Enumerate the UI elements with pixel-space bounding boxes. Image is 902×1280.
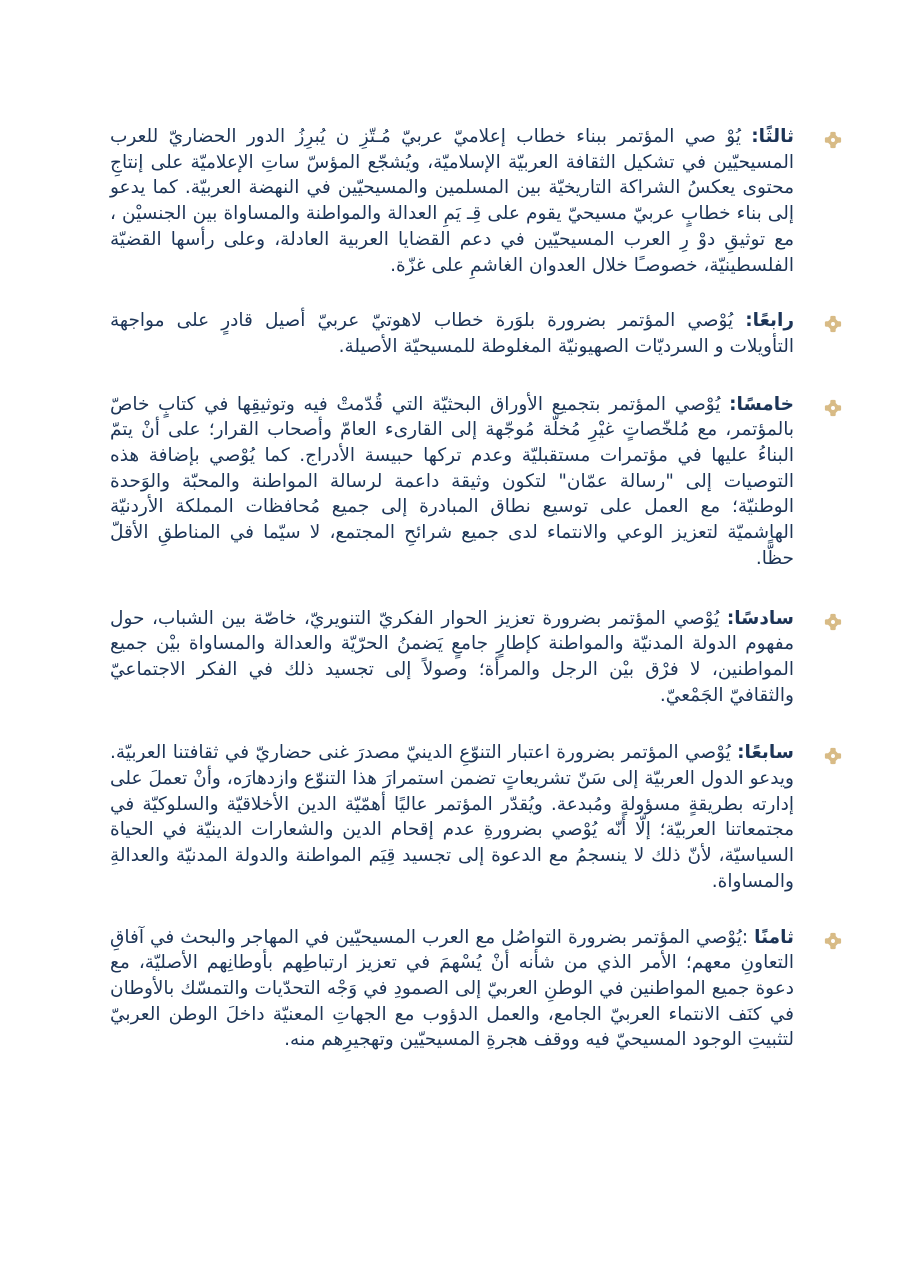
recommendation-text <box>110 606 794 709</box>
recommendation-item-4 <box>110 308 842 359</box>
recommendation-text <box>110 308 794 359</box>
recommendation-item-7 <box>110 740 842 894</box>
recommendation-item-6 <box>110 606 842 709</box>
recommendation-item-8 <box>110 925 842 1054</box>
ornament-rosette-icon <box>824 315 842 333</box>
recommendation-lead: سادسًا: <box>726 607 794 629</box>
recommendation-body: يُوْصي المؤتمر بضرورة بلوَرة خطاب لاهوتيّ عربيّ أصيل قادرٍ على مواجهة التأويلات و السرديّات الصهيونيّة المغلوطة للمسيحيّة الأصيلة. <box>110 310 794 357</box>
recommendation-text <box>110 124 794 278</box>
recommendation-body: يُوْصي المؤتمر بضرورة تعزيز الحوار الفكريّ التنويريّ، خاصّة بين الشباب، حول مفهوم الدولة المدنيّة والمواطنة كإطارٍ جامعٍ يَضمنُ الحرّيّة والعدالة والمساواة بيْن جميع المواطنين، لا فرْق بيْن الرجل والمرأة؛ وصولاً إلى تجسيد ذلك في الفكر الاجتماعيّ والثقافيّ الجَمْعيّ. <box>110 607 794 706</box>
recommendation-lead: ثامنًا <box>754 926 794 948</box>
recommendation-lead: خامسًا: <box>729 393 794 415</box>
ornament-rosette-icon <box>824 613 842 631</box>
recommendation-text <box>110 740 794 894</box>
recommendation-body: يُوْصي المؤتمر بتجميع الأوراق البحثيّة التي قُدّمتْ فيه وتوثيقِها في كتابٍ خاصّ بالمؤتمر، مع مُلخّصاتٍ غيْرِ مُخلّة مُوجّهة إلى القارىء العامّ وأصحاب القرار؛ على أنْ يتمّ البناءُ عليها في مؤتمرات مستقبليّة وعدم تركها حبيسة الأدراج. كما يُوْصي بإضافة هذه التوصيات إلى "رسالة عمّان" لتكون وثيقة داعمة لرسالة المواطنة والمحبّة والوَحدة الوطنيّة؛ مع العمل على توسيع نطاق المبادرة إلى جميع مُحافظات المملكة الأردنيّة الهاشميّة لتعزيز الوعي والانتماء لدى جميع شرائحِ المجتمع، لا سيّما في المناطقِ الأقلّ حظًّا. <box>110 393 794 569</box>
recommendation-body: يُوْ صي المؤتمر ببناء خطاب إعلاميّ عربيّ مُـتّزِ ن يُبرِزُ الدور الحضاريّ للعرب المسيحيّين في تشكيل الثقافة العربيّة الإسلاميّة، ويُشجّع المؤسّ ساتِ الإعلاميّة على إنتاجِ محتوى يعكسُ الشراكة التاريخيّة بين المسلمين والمسيحيّين في النهضة العربيّة. كما يدعو إلى بناء خطابٍ عربيّ مسيحيّ يقوم على قِـ يَمِ العدالة والمواطنة والمساواة بين الجنسيْن ، مع توثيقِ دوْ رِ العرب المسيحيّين في دعم القضايا العربية العادلة، وعلى رأسها القضيّة الفلسطينيّة، خصوصـًا خلال العدوان الغاشمِ على غزّة. <box>110 126 794 276</box>
recommendation-text <box>110 392 794 572</box>
recommendation-lead: رابعًا: <box>745 310 794 332</box>
recommendation-lead: ثالثًا: <box>751 126 794 147</box>
recommendation-body: :يُوْصي المؤتمر بضرورة التواصُل مع العرب المسيحيّين في المهاجر والبحث في آفاقِ التعاونِ معهم؛ الأمر الذي من شأنه أنْ يُسْهمَ في تعزيز ارتباطِهم بأوطانِهم الأصليّة، مع دعوة جميع المواطنين في الوطنِ العربيّ إلى الصمودِ في وَجْه التحدّيات والتمسّك بالأوطان في كنَف الانتماء العربيّ الجامع، والعمل الدؤوب مع الجهاتِ المعنيّة داخلَ الوطن العربيّ لتثبيتِ الوجود المسيحيّ فيه ووقف هجرةِ المسيحيّين وتهجيرِهم منه. <box>110 926 794 1051</box>
recommendation-body: يُوْصي المؤتمر بضرورة اعتبار التنوّعِ الدينيّ مصدرَ غنى حضاريّ في ثقافتنا العربيّة. ويدعو الدول العربيّة إلى سَنّ تشريعاتٍ تضمن استمرارَ هذا التنوّع وازدهارَه، وأنْ تعملَ على إدارته بطريقةٍ مسؤولةٍ ومُبدعة. ويُقدّر المؤتمر عاليًا أهمّيّة الدين الأخلاقيّة والسلوكيّة في مجتمعاتنا العربيّة؛ إلّا أنّه يُوْصي بضرورةِ عدم إقحام الدين والشعارات الدينيّة في الحياة السياسيّة، لأنّ ذلك لا ينسجمُ مع الدعوة إلى تجسيد قِيَم المواطنة والدولة المدنيّة والعدالةِ والمساواة. <box>110 742 794 892</box>
ornament-rosette-icon <box>824 399 842 417</box>
ornament-rosette-icon <box>824 131 842 149</box>
recommendations-page <box>110 124 842 1081</box>
recommendation-item-3 <box>110 124 842 278</box>
recommendation-item-5 <box>110 392 842 572</box>
ornament-rosette-icon <box>824 932 842 950</box>
recommendation-lead: سابعًا: <box>737 742 794 764</box>
recommendation-text <box>110 925 794 1054</box>
ornament-rosette-icon <box>824 747 842 765</box>
